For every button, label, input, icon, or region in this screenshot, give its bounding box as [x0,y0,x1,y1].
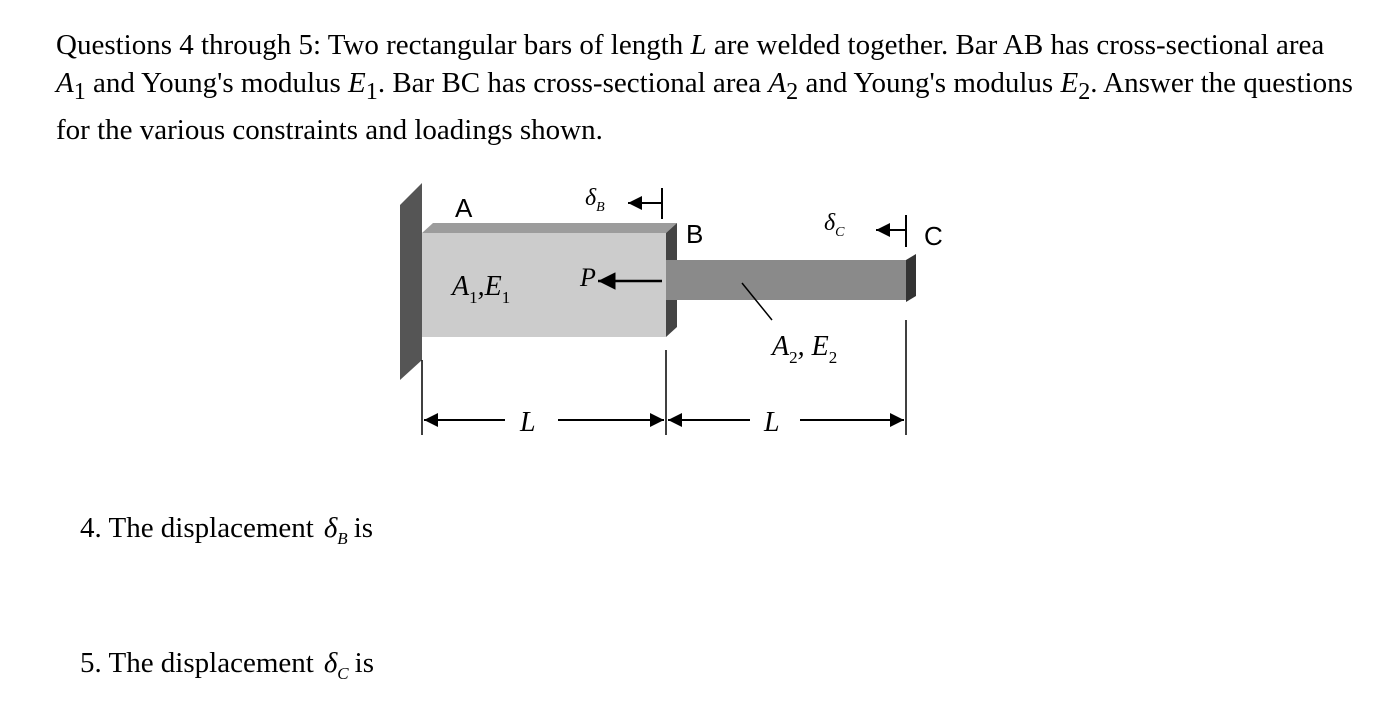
question-5-suffix: is [354,647,374,679]
bar-ab-top-face [422,223,677,233]
question-5-symbol: $\delta_C$ [323,647,349,683]
point-c-label: C [924,221,943,251]
point-a-label: A [455,193,473,223]
area2-symbol: A [768,67,787,99]
question-5 [80,646,374,691]
modulus1-subscript: 1 [365,77,378,105]
question-4-suffix: is [353,512,374,544]
area1-subscript: 1 [73,77,86,105]
point-b-label: B [686,219,704,249]
modulus1-symbol: E [348,67,366,99]
bar-bc-end-face [906,254,916,302]
area2-subscript: 2 [786,77,799,105]
intro-text-6: . Answer the questions for the various constraints and loadings shown. [56,67,1353,146]
problem-statement [56,26,1356,149]
delta-c-label: $\delta_C$ [824,210,845,240]
area1-symbol: A [56,67,74,99]
bar-ab-properties: $A_1,E_1$ [452,271,511,307]
intro-text-4: . Bar BC has cross-sectional area [377,67,769,99]
intro-text-1: Questions 4 through 5: Two rectangular bars of length [56,29,691,61]
intro-text-5: and Young's modulus [798,67,1061,99]
question-4 [80,511,373,556]
modulus2-subscript: 2 [1078,77,1091,105]
dim2-label: L [764,407,780,438]
question-5-text: 5. The displacement [80,647,314,679]
bar-diagram [390,175,943,450]
modulus2-symbol: E [1060,67,1079,99]
bar-bc-properties: $A_2$, $E_2$ [772,331,838,367]
load-p-label: P [580,263,596,292]
delta-b-label: $\delta_B$ [585,185,605,215]
question-4-text: 4. The displacement [80,512,314,544]
intro-text-2: are welded together. Bar AB has cross-sectional area [706,29,1325,61]
intro-text-3: and Young's modulus [85,67,349,99]
dim1-label: L [520,407,536,438]
bar-bc [666,260,906,300]
fixed-wall [400,183,422,380]
length-symbol: L [690,29,707,61]
question-4-symbol: $\delta_B$ [323,512,348,548]
